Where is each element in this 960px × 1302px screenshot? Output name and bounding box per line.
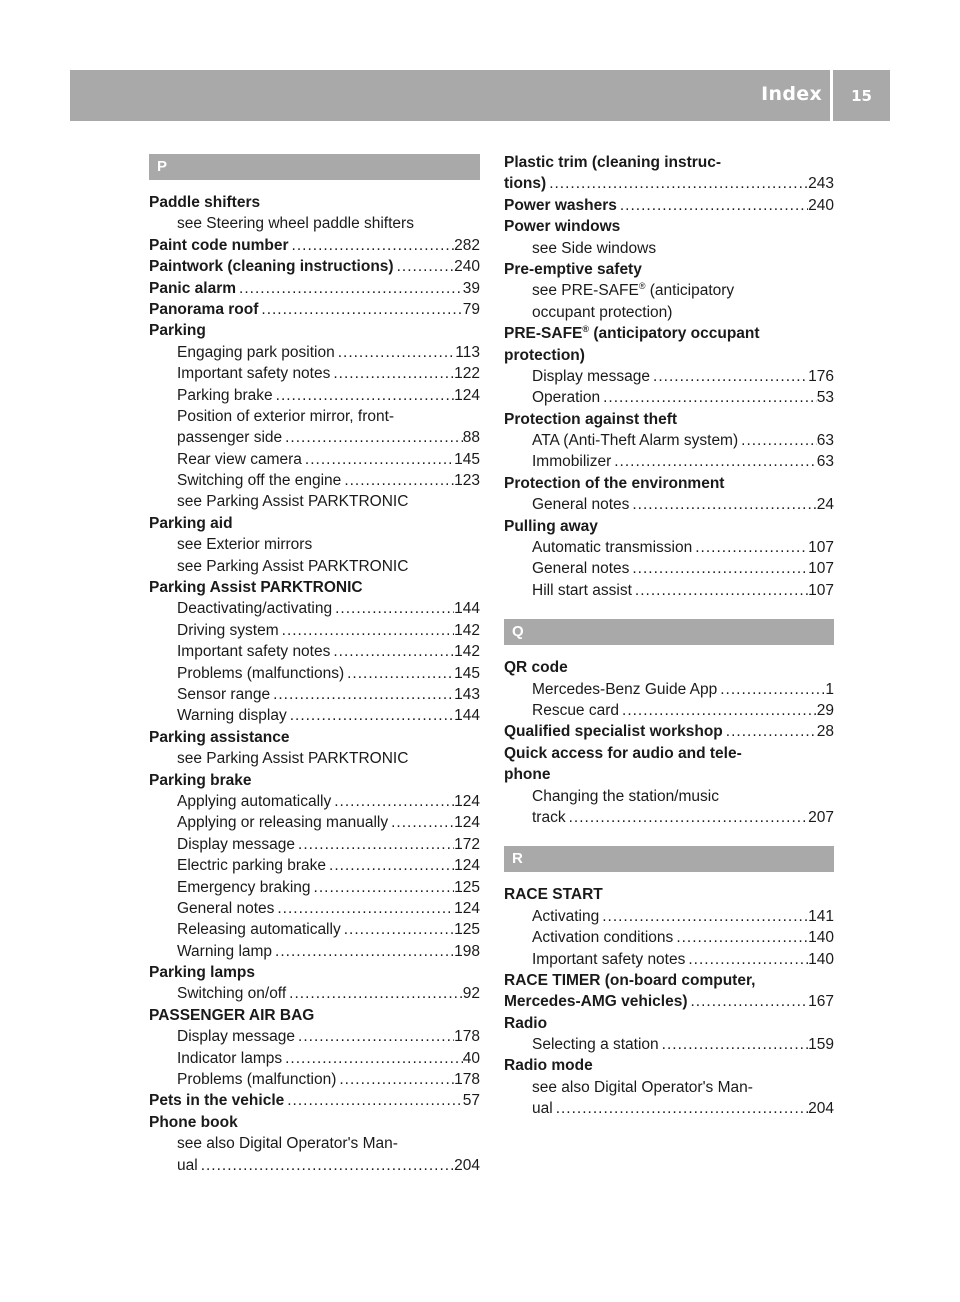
index-subentry: see Parking Assist PARKTRONIC	[177, 493, 409, 511]
index-subentry: see also Digital Operator's Man-	[177, 1135, 398, 1153]
index-subentry: ual ..... 204	[504, 1098, 834, 1119]
index-subentry: ATA (Anti-Theft Alarm system) ..... 63	[504, 430, 834, 451]
page-header-bar	[70, 70, 890, 121]
index-subentry: Releasing automatically ..... 125	[149, 919, 480, 940]
index-subentry: Deactivating/activating ..... 144	[149, 598, 480, 619]
index-subentry: Driving system ..... 142	[149, 620, 480, 641]
index-entry: protection)	[504, 346, 585, 364]
index-entry: Parking Assist PARKTRONIC	[149, 579, 363, 597]
index-entry: Panorama roof ..... 79	[149, 299, 480, 320]
index-entry: Parking	[149, 322, 206, 340]
index-subentry: track ..... 207	[504, 807, 834, 828]
section-letter-q: Q	[504, 619, 834, 645]
index-subentry: see Steering wheel paddle shifters	[177, 215, 414, 233]
index-subentry: Switching on/off ..... 92	[149, 983, 480, 1004]
index-subentry: occupant protection)	[532, 303, 673, 321]
index-subentry: Warning display ..... 144	[149, 705, 480, 726]
index-subentry: Important safety notes ..... 122	[149, 363, 480, 384]
index-entry: Parking brake	[149, 771, 252, 789]
index-subentry: Parking brake ..... 124	[149, 385, 480, 406]
index-entry: Parking assistance	[149, 728, 290, 746]
section-letter-r: R	[504, 846, 834, 872]
index-subentry: Rear view camera ..... 145	[149, 449, 480, 470]
index-subentry: Applying or releasing manually ..... 124	[149, 812, 480, 833]
index-entry: Paint code number ..... 282	[149, 235, 480, 256]
index-column-left	[149, 154, 480, 1176]
index-entry: Qualified specialist workshop ..... 28	[504, 721, 834, 742]
index-subentry: Engaging park position ..... 113	[149, 342, 480, 363]
index-subentry: see also Digital Operator's Man-	[532, 1078, 753, 1096]
index-subentry: Display message ..... 176	[504, 366, 834, 387]
index-subentry: General notes ..... 107	[504, 558, 834, 579]
index-entry: Protection of the environment	[504, 474, 725, 492]
index-subentry: Selecting a station ..... 159	[504, 1034, 834, 1055]
index-column-right	[504, 152, 834, 1120]
index-entry: Radio mode	[504, 1057, 593, 1075]
index-subentry: Warning lamp ..... 198	[149, 941, 480, 962]
index-subentry: Important safety notes ..... 142	[149, 641, 480, 662]
index-subentry: Display message ..... 172	[149, 834, 480, 855]
index-entry: Parking aid	[149, 514, 233, 532]
index-entry: Plastic trim (cleaning instruc-	[504, 154, 722, 171]
index-subentry: Position of exterior mirror, front-	[177, 407, 395, 425]
index-entry: Pulling away	[504, 517, 598, 535]
index-entry: Phone book	[149, 1113, 238, 1131]
index-entry: Parking lamps	[149, 964, 255, 982]
index-entry: Quick access for audio and tele-	[504, 744, 742, 762]
index-entry: tions) ..... 243	[504, 173, 834, 194]
header-divider	[830, 70, 833, 121]
index-subentry: Problems (malfunction) ..... 178	[149, 1069, 480, 1090]
index-entry: RACE START	[504, 886, 603, 904]
index-entry: Mercedes-AMG vehicles) ..... 167	[504, 991, 834, 1012]
index-entry: Power washers ..... 240	[504, 195, 834, 216]
index-subentry: Indicator lamps ..... 40	[149, 1048, 480, 1069]
index-entry: Radio	[504, 1014, 548, 1032]
index-entry: Paintwork (cleaning instructions) ..... 240	[149, 256, 480, 277]
index-entry: Panic alarm ..... 39	[149, 278, 480, 299]
index-subentry: Switching off the engine ..... 123	[149, 470, 480, 491]
index-subentry: see Parking Assist PARKTRONIC	[177, 750, 409, 768]
index-subentry: Activating ..... 141	[504, 906, 834, 927]
index-subentry: General notes ..... 124	[149, 898, 480, 919]
section-letter-p: P	[149, 154, 480, 180]
index-subentry: see PRE-SAFE® (anticipatory	[532, 281, 735, 300]
index-subentry: Changing the station/music	[532, 787, 719, 805]
index-subentry: Automatic transmission ..... 107	[504, 537, 834, 558]
index-subentry: Display message ..... 178	[149, 1026, 480, 1047]
index-subentry: see Side windows	[532, 239, 657, 257]
index-subentry: Rescue card ..... 29	[504, 700, 834, 721]
index-subentry: Sensor range ..... 143	[149, 684, 480, 705]
index-subentry: Important safety notes ..... 140	[504, 949, 834, 970]
index-entry: PASSENGER AIR BAG	[149, 1006, 315, 1024]
index-entry: RACE TIMER (on-board computer,	[504, 971, 756, 989]
index-entry: QR code	[504, 659, 568, 677]
index-entry: Protection against theft	[504, 410, 678, 428]
index-subentry: Emergency braking ..... 125	[149, 877, 480, 898]
page-number: 15	[851, 87, 872, 105]
index-subentry: Immobilizer ..... 63	[504, 451, 834, 472]
index-entry: Paddle shifters	[149, 194, 261, 211]
index-entry: Power windows	[504, 218, 621, 236]
index-subentry: Hill start assist ..... 107	[504, 580, 834, 601]
index-subentry: passenger side ..... 88	[149, 427, 480, 448]
index-subentry: Applying automatically ..... 124	[149, 791, 480, 812]
index-entry: Pets in the vehicle ..... 57	[149, 1090, 480, 1111]
index-subentry: see Exterior mirrors	[177, 536, 313, 554]
index-subentry: Electric parking brake ..... 124	[149, 855, 480, 876]
index-entry: PRE-SAFE® (anticipatory occupant	[504, 324, 760, 343]
index-subentry: Problems (malfunctions) ..... 145	[149, 663, 480, 684]
index-entry: phone	[504, 766, 551, 784]
index-entry: Pre-emptive safety	[504, 260, 642, 278]
index-subentry: Mercedes-Benz Guide App ..... 1	[504, 679, 834, 700]
index-subentry: General notes ..... 24	[504, 494, 834, 515]
index-subentry: Activation conditions ..... 140	[504, 927, 834, 948]
index-subentry: see Parking Assist PARKTRONIC	[177, 557, 409, 575]
index-subentry: Operation ..... 53	[504, 387, 834, 408]
header-title: Index	[761, 83, 822, 105]
index-subentry: ual ..... 204	[149, 1155, 480, 1176]
